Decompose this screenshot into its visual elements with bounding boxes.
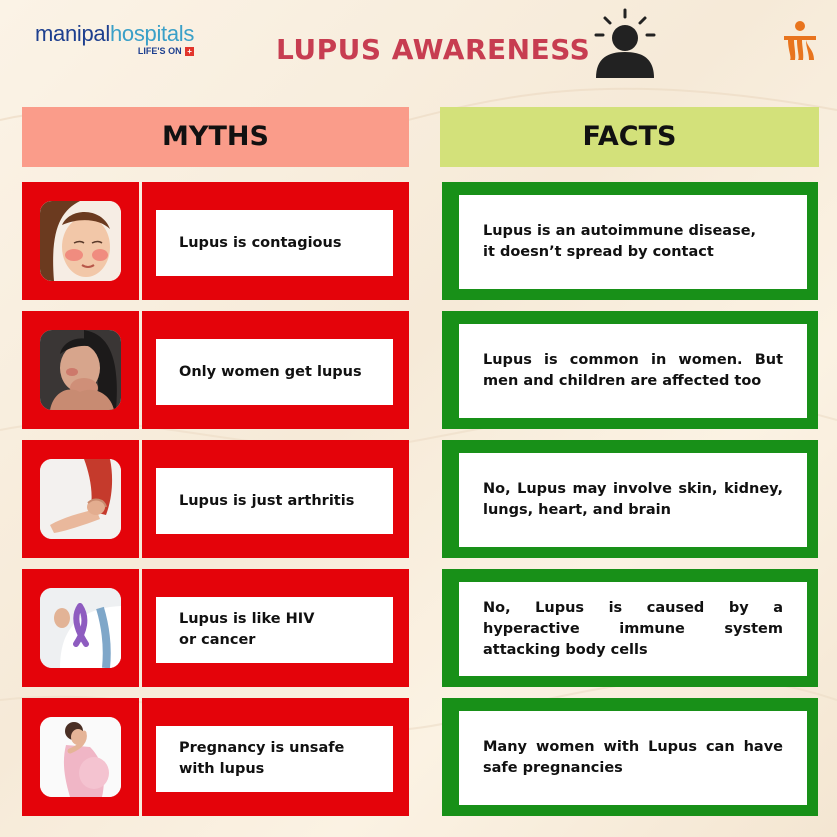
fact-cell [442,440,818,558]
woman-with-facial-rash-image [40,201,121,281]
row-image-cell [22,698,139,816]
myth-text: Only women get lupus [179,363,362,380]
manipal-emblem-icon [782,20,818,66]
fact-cell [442,311,818,429]
logo-plus-icon: + [185,47,194,56]
fact-cell [442,569,818,687]
myth-text: Lupus is like HIV or cancer [179,611,315,648]
fact-cell [442,182,818,300]
myth-text: Lupus is contagious [179,234,342,251]
fact-box [459,324,807,418]
myth-box [156,726,393,792]
fact-text: No, Lupus is caused by a hyperactive immune system attacking body cells [483,599,783,658]
pregnant-woman-image [40,717,121,797]
fact-text: Many women with Lupus can have safe pregnancies [483,739,783,776]
fact-box [459,582,807,676]
row-image-cell [22,569,139,687]
facts-header: FACTS [440,107,819,167]
row-image-cell [22,440,139,558]
myth-box [156,339,393,405]
myth-text: Pregnancy is unsafe with lupus [179,740,345,777]
woman-touching-face-image [40,330,121,410]
row-image-cell [22,182,139,300]
manipal-hospitals-logo [35,22,194,56]
myth-text: Lupus is just arthritis [179,492,355,509]
fact-box [459,711,807,805]
myth-box [156,597,393,663]
hand-holding-wrist-image [40,459,121,539]
myth-cell [142,698,409,816]
page-title: LUPUS AWARENESS [276,33,591,66]
fact-text: Lupus is an autoimmune disease, it doesn’t spread by contact [483,223,757,260]
fact-box [459,195,807,289]
logo-brand-part2: hospitals [109,21,195,46]
fact-text: No, Lupus may involve skin, kidney, lungs, heart, and brain [483,481,783,518]
myth-box [156,210,393,276]
myth-cell [142,182,409,300]
doctor-with-purple-ribbon-image [40,588,121,668]
logo-brand-part1: manipal [35,21,110,46]
myth-cell [142,311,409,429]
fact-cell [442,698,818,816]
myths-header: MYTHS [22,107,409,167]
row-image-cell [22,311,139,429]
logo-tagline: LIFE'S ON [137,46,182,56]
fact-box [459,453,807,547]
myth-cell [142,569,409,687]
fact-text: Lupus is common in women. But men and children are affected too [483,352,783,389]
person-with-sunburst-icon [590,8,660,84]
myth-cell [142,440,409,558]
myth-box [156,468,393,534]
